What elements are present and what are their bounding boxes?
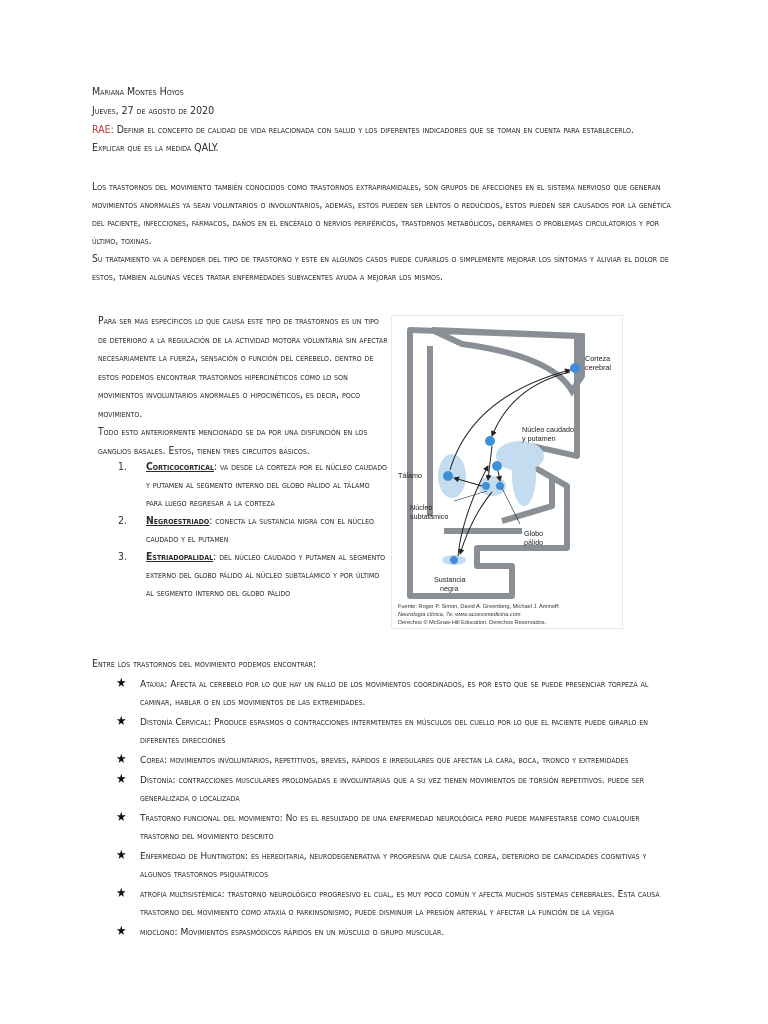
disorder-text: Corea: movimientos involuntarios, repetitivos, breves, rápidos e irregulares que afectan la cara, boca, tronco y extremidades bbox=[140, 755, 629, 766]
disorder-item bbox=[116, 752, 672, 770]
disorder-text: atrofia multisistémica: trastorno neurológico progresivo el cual, es muy poco común y afecta muchos sistemas cerebrales. Esta causa trastorno del movimiento como ataxia o parkinsonismo, puede disminuir la presión arterial y afectar la función de la vejiga bbox=[140, 889, 660, 918]
circuits-column bbox=[98, 312, 390, 460]
circuit-desc: : va desde la corteza por el núcleo caudado y putamen al segmento interno del globo pálido al tálamo para luego regresar a la corteza bbox=[146, 461, 387, 509]
author-name: Mariana Montes Hoyos bbox=[92, 86, 184, 98]
globus-node bbox=[482, 482, 490, 490]
circuit-item bbox=[118, 458, 388, 512]
star-bullet-icon: ★ bbox=[116, 810, 127, 825]
star-bullet-icon: ★ bbox=[116, 752, 127, 767]
star-bullet-icon: ★ bbox=[116, 848, 127, 863]
star-bullet-icon: ★ bbox=[116, 714, 127, 729]
column-paragraph-1: Para ser mas específicos lo que causa este tipo de trastornos es un tipo de deterioro a la regulación de la actividad motora voluntaria sin afectar necesariamente la fuerza, sensación o función del cerebelo. dentro de estos podemos encontrar trastornos hipercinéticos como lo son movimientos involuntarios anormales o hipocinéticos, es decir, poco movimiento. bbox=[98, 315, 388, 420]
label-talamo: Tálamo bbox=[398, 471, 422, 480]
putamen-node bbox=[492, 461, 502, 471]
cortex-band bbox=[432, 330, 582, 391]
star-bullet-icon: ★ bbox=[116, 924, 127, 939]
intro-paragraph-2: Su tratamiento va a depender del tipo de trastorno y este en algunos casos puede curarlos o simplemente mejorar los síntomas y aliviar el dolor de estos, también algunas veces tratar enfermedades subyacentes ayuda a mejorar los mismos. bbox=[92, 253, 669, 283]
disorder-item bbox=[116, 924, 672, 942]
disorder-item bbox=[116, 676, 672, 712]
circuit-name: Corticocortical bbox=[146, 461, 214, 473]
item-number: 3. bbox=[118, 551, 127, 563]
circuit-item bbox=[118, 548, 388, 602]
label-sustancia-negra: Sustancia negra bbox=[434, 575, 466, 593]
cortex-node bbox=[570, 363, 580, 373]
disorders-intro: Entre los trastornos del movimiento podemos encontrar: bbox=[92, 658, 317, 670]
task-line bbox=[92, 124, 634, 136]
label-subtalamico: Núcleo subtalámico bbox=[410, 503, 449, 521]
circuit-desc: : conecta la sustancia nigra con el núcleo caudado y el putamen bbox=[146, 515, 374, 545]
column-paragraph-2: Todo esto anteriormente mencionado se da por una disfunción en los ganglios basales. Estos, tienen tres circuitos básicos. bbox=[98, 426, 368, 457]
label-nucleo-caudado: Núcleo caudado y putamen bbox=[522, 425, 574, 443]
date-line: Jueves, 27 de agosto de 2020 bbox=[92, 105, 215, 117]
figure-source: Fuente: Roger P. Simon, David A. Greenberg, Michael J. Aminoff: Neurología clínica, 7e: www.accessmedicina.com Derechos © McGraw-Hill Education. Derechos Reservados. bbox=[398, 604, 560, 626]
disorder-text: Enfermedad de Huntington: es hereditaria, neurodegenerativa y progresiva que causa corea, deterioro de capacidades cognitivas y algunos trastornos psiquiátricos bbox=[140, 851, 647, 880]
item-number: 2. bbox=[118, 515, 127, 527]
star-bullet-icon: ★ bbox=[116, 772, 127, 787]
disorder-item bbox=[116, 848, 672, 884]
caudate-node bbox=[485, 436, 495, 446]
circuit-item bbox=[118, 512, 388, 548]
nigra-node bbox=[450, 556, 458, 564]
subthalamic-node bbox=[496, 482, 504, 490]
circuit-desc: : del núcleo caudado y putamen al segmento externo del globo pálido al núcleo subtalámico y por último al segmento interno del globo pálido bbox=[146, 551, 386, 599]
intro-paragraph-1: Los trastornos del movimiento también conocidos como trastornos extrapiramidales, son grupos de afecciones en el sistema nervioso que generan movimientos anormales ya sean voluntarios o involuntarios, además, estos pueden ser lentos o reducidos, estos pueden ser causados por la genética del paciente, infecciones, fármacos, daños en el encéfalo o nervios periféricos, trastornos metabólicos, derrames o problemas circulatorios y por último, toxinas. bbox=[92, 181, 671, 247]
item-number: 1. bbox=[118, 461, 127, 473]
label-globo-palido: Globo pálido bbox=[524, 529, 544, 547]
putamen-structure bbox=[512, 446, 536, 506]
disorder-text: mioclono: Movimientos espasmódicos rápidos en un músculo o grupo muscular. bbox=[140, 927, 445, 938]
basal-ganglia-diagram bbox=[392, 316, 622, 628]
disorders-list bbox=[116, 676, 672, 944]
star-bullet-icon: ★ bbox=[116, 886, 127, 901]
intro-section bbox=[92, 178, 682, 286]
label-corteza: Corteza cerebral bbox=[585, 354, 611, 372]
disorder-item bbox=[116, 772, 672, 808]
circuit-list bbox=[118, 458, 388, 602]
pathway-arrow bbox=[488, 446, 492, 480]
disorder-text: Distonía: contracciones musculares prolongadas e involuntarias que a su vez tienen movimientos de torsión repetitivos. puede ser generalizada o localizada bbox=[140, 775, 645, 804]
disorder-text: Trastorno funcional del movimiento: No es el resultado de una enfermedad neurológica pero puede manifestarse como cualquier trastorno del movimiento descrito bbox=[140, 813, 640, 842]
circuit-name: Estriadopalidal bbox=[146, 551, 214, 563]
circuit-name: Negroestriado bbox=[146, 515, 210, 527]
thalamus-node bbox=[443, 471, 453, 481]
disorder-text: Distonía Cervical: Produce espasmos o contracciones intermitentes en músculos del cuello por lo que el paciente puede girarlo en diferentes direcciones bbox=[140, 717, 648, 746]
disorder-item bbox=[116, 886, 672, 922]
basal-ganglia-figure bbox=[391, 315, 623, 629]
disorder-text: Ataxia: Afecta al cerebelo por lo que hay un fallo de los movimientos coordinados, es por esto que se puede presenciar torpeza al caminar, hablar o en los movimientos de las extremidades. bbox=[140, 679, 649, 708]
disorder-item bbox=[116, 714, 672, 750]
disorder-item bbox=[116, 810, 672, 846]
star-bullet-icon: ★ bbox=[116, 676, 127, 691]
task-label: RAE: bbox=[92, 124, 114, 136]
task-text: Definir el concepto de calidad de vida relacionada con salud y los diferentes indicadores que se toman en cuenta para establecerlo. bbox=[113, 124, 634, 136]
task-line-2: Explicar qué es la medida QALY. bbox=[92, 142, 219, 154]
